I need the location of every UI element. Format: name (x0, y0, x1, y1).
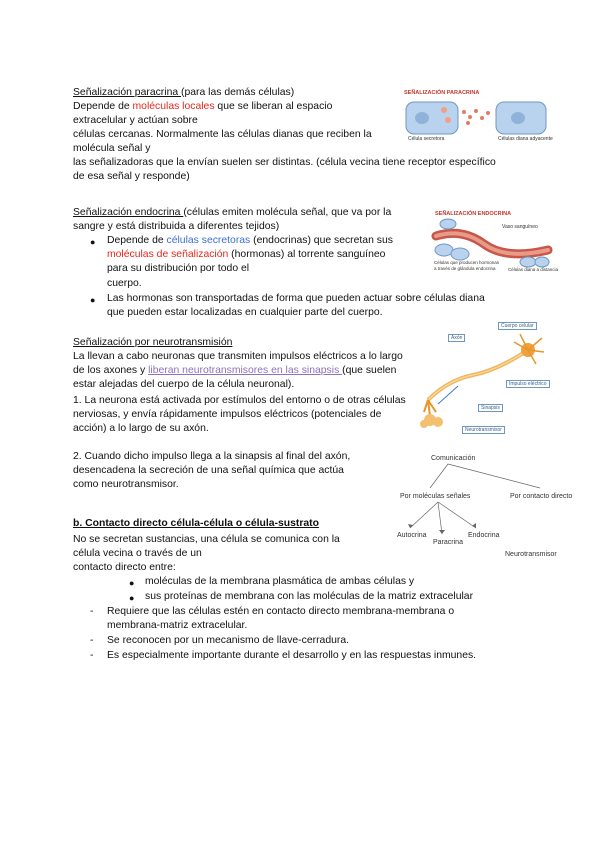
bullet-icon: ● (129, 593, 135, 603)
endocrina-heading (73, 206, 391, 220)
neuron-figure (418, 320, 550, 438)
neuro-p1-line-3: acción) a lo largo de su axón. (73, 423, 209, 434)
highlight-moleculas-locales: moléculas locales (132, 101, 215, 112)
neuro-line-2 (73, 364, 396, 378)
tree-leaf-autocrina: Autocrina (397, 532, 427, 539)
contacto-dash-2: Se reconocen por un mecanismo de llave-cerradura. (107, 635, 349, 646)
paracrina-line-5: las señalizadoras que la envían suelen ser distintas. (célula vecina tiene receptor específico (73, 157, 496, 168)
endocrina-figure (432, 210, 559, 272)
contacto-dash-1-line-2: membrana-matriz extracelular. (107, 620, 248, 631)
endocrina-title-rest: (células emiten molécula señal, que va por la (183, 207, 392, 218)
bullet-icon: ● (129, 578, 135, 588)
endocrina-line-2: sangre y está distribuida a diferentes tejidos) (73, 221, 280, 232)
contacto-line-3: contacto directo entre: (73, 562, 176, 573)
neuron-illustration (418, 320, 550, 438)
text-span: Depende de (73, 101, 133, 112)
neuro-p2-line-3: como neurotransmisor. (73, 479, 179, 490)
neuron-label-sinapsis: Sinapsis (478, 404, 503, 412)
endocrina-figure-title: SEÑALIZACIÓN ENDOCRINA (435, 211, 512, 217)
text-span: (hormonas) al torrente sanguíneo (228, 249, 386, 260)
endocrina-bullet-2-line-1: Las hormonas son transportadas de forma que pueden actuar sobre células diana (107, 293, 485, 304)
paracrina-line-4: molécula señal y (73, 143, 151, 154)
tree-node-moleculas: Por moléculas señales (400, 493, 471, 500)
neuron-label-axon: Axón (448, 334, 465, 342)
neuro-line-3: estar alejadas del cuerpo de la célula neuronal). (73, 379, 295, 390)
dash-icon: - (90, 606, 94, 617)
tree-leaf-endocrina: Endocrina (468, 532, 500, 539)
endocrina-bullet-1-line-3: para su distribución por todo el (107, 263, 250, 274)
neuro-p2-line-1: 2. Cuando dicho impulso llega a la sinapsis al final del axón, (73, 451, 351, 462)
contacto-title: b. Contacto directo célula-célula o célula-sustrato (73, 518, 319, 529)
tree-leaf-neurotransmisor: Neurotransmisor (505, 551, 557, 558)
paracrina-line-6: de esa señal y responde) (73, 171, 190, 182)
neuron-label-cuerpo: Cuerpo celular (498, 322, 537, 330)
text-span: que se liberan al espacio (214, 101, 333, 112)
paracrina-figure-title: SEÑALIZACIÓN PARACRINA (404, 90, 480, 96)
endocrina-left-label-2: a través de glándula endocrina (434, 266, 496, 271)
endocrina-bullet-1-line-1 (107, 234, 393, 248)
paracrina-title-rest: (para las demás células) (181, 87, 295, 98)
endocrina-left-label-1: Células que producen hormonas (434, 260, 500, 265)
contacto-dash-3: Es especialmente importante durante el desarrollo y en las respuestas inmunes. (107, 650, 477, 661)
endocrina-bullet-1-line-4: cuerpo. (107, 278, 142, 289)
paracrina-line-2: extracelular y actúan sobre (73, 115, 198, 126)
text-span: de los axones y (73, 365, 149, 376)
paracrina-right-label: Células diana adyacente (498, 136, 553, 142)
bullet-icon: ● (90, 237, 96, 247)
neuro-p1-line-2: nerviosas, y envía rápidamente impulsos eléctricos (potenciales de (73, 409, 382, 420)
dash-icon: - (90, 635, 94, 646)
text-span: (que suelen (342, 365, 397, 376)
contacto-bullet-2: sus proteínas de membrana con las moléculas de la matriz extracelular (145, 591, 474, 602)
link-liberan-neurotransmisores[interactable]: liberan neurotransmisores en las sinapsis (148, 365, 343, 376)
endocrina-title: Señalización endocrina (73, 207, 184, 218)
bullet-icon: ● (90, 295, 96, 305)
dash-icon: - (90, 650, 94, 661)
contacto-line-1: No se secretan sustancias, una célula se comunica con la (73, 534, 340, 545)
tree-node-contacto: Por contacto directo (510, 493, 573, 500)
highlight-moleculas-senalizacion: moléculas de señalización (107, 249, 229, 260)
text-span: Depende de (107, 235, 167, 246)
neuro-p2-line-2: desencadena la secreción de una señal química que actúa (73, 465, 344, 476)
text-span: (endocrinas) que secretan sus (250, 235, 393, 246)
contacto-bullet-1: moléculas de la membrana plasmática de ambas células y (145, 576, 415, 587)
tree-root-comunicacion: Comunicación (431, 455, 476, 462)
neuro-line-1: La llevan a cabo neuronas que transmiten impulsos eléctricos a lo largo (73, 351, 403, 362)
tree-leaf-paracrina: Paracrina (433, 539, 463, 546)
paracrina-left-label: Célula secretora (408, 136, 445, 142)
endocrina-bullet-2-line-2: que pueden estar localizadas en cualquier parte del cuerpo. (107, 307, 383, 318)
endocrina-bullet-1-line-2 (107, 248, 385, 262)
neuron-label-impulso: Impulso eléctrico (506, 380, 550, 388)
neuro-title: Señalización por neurotransmisión (73, 337, 233, 348)
contacto-line-2: célula vecina o través de un (73, 548, 202, 559)
paracrina-heading (73, 86, 294, 100)
endocrina-vaso-label: Vaso sanguíneo (502, 224, 538, 230)
contacto-dash-1-line-1: Requiere que las células estén en contacto directo membrana-membrana o (107, 606, 455, 617)
paracrina-title: Señalización paracrina (73, 87, 182, 98)
paracrina-figure (400, 88, 553, 146)
paracrina-line-3: células cercanas. Normalmente las células dianas que reciben la (73, 129, 372, 140)
paracrina-line-1 (73, 100, 332, 114)
neuro-p1-line-1: 1. La neurona está activada por estímulos del entorno o de otras células (73, 395, 406, 406)
endocrina-right-label: Células diana a distancia (508, 267, 559, 272)
neuron-label-neurotransmisor: Neurotransmisor (462, 426, 505, 434)
highlight-celulas-secretoras: células secretoras (166, 235, 251, 246)
